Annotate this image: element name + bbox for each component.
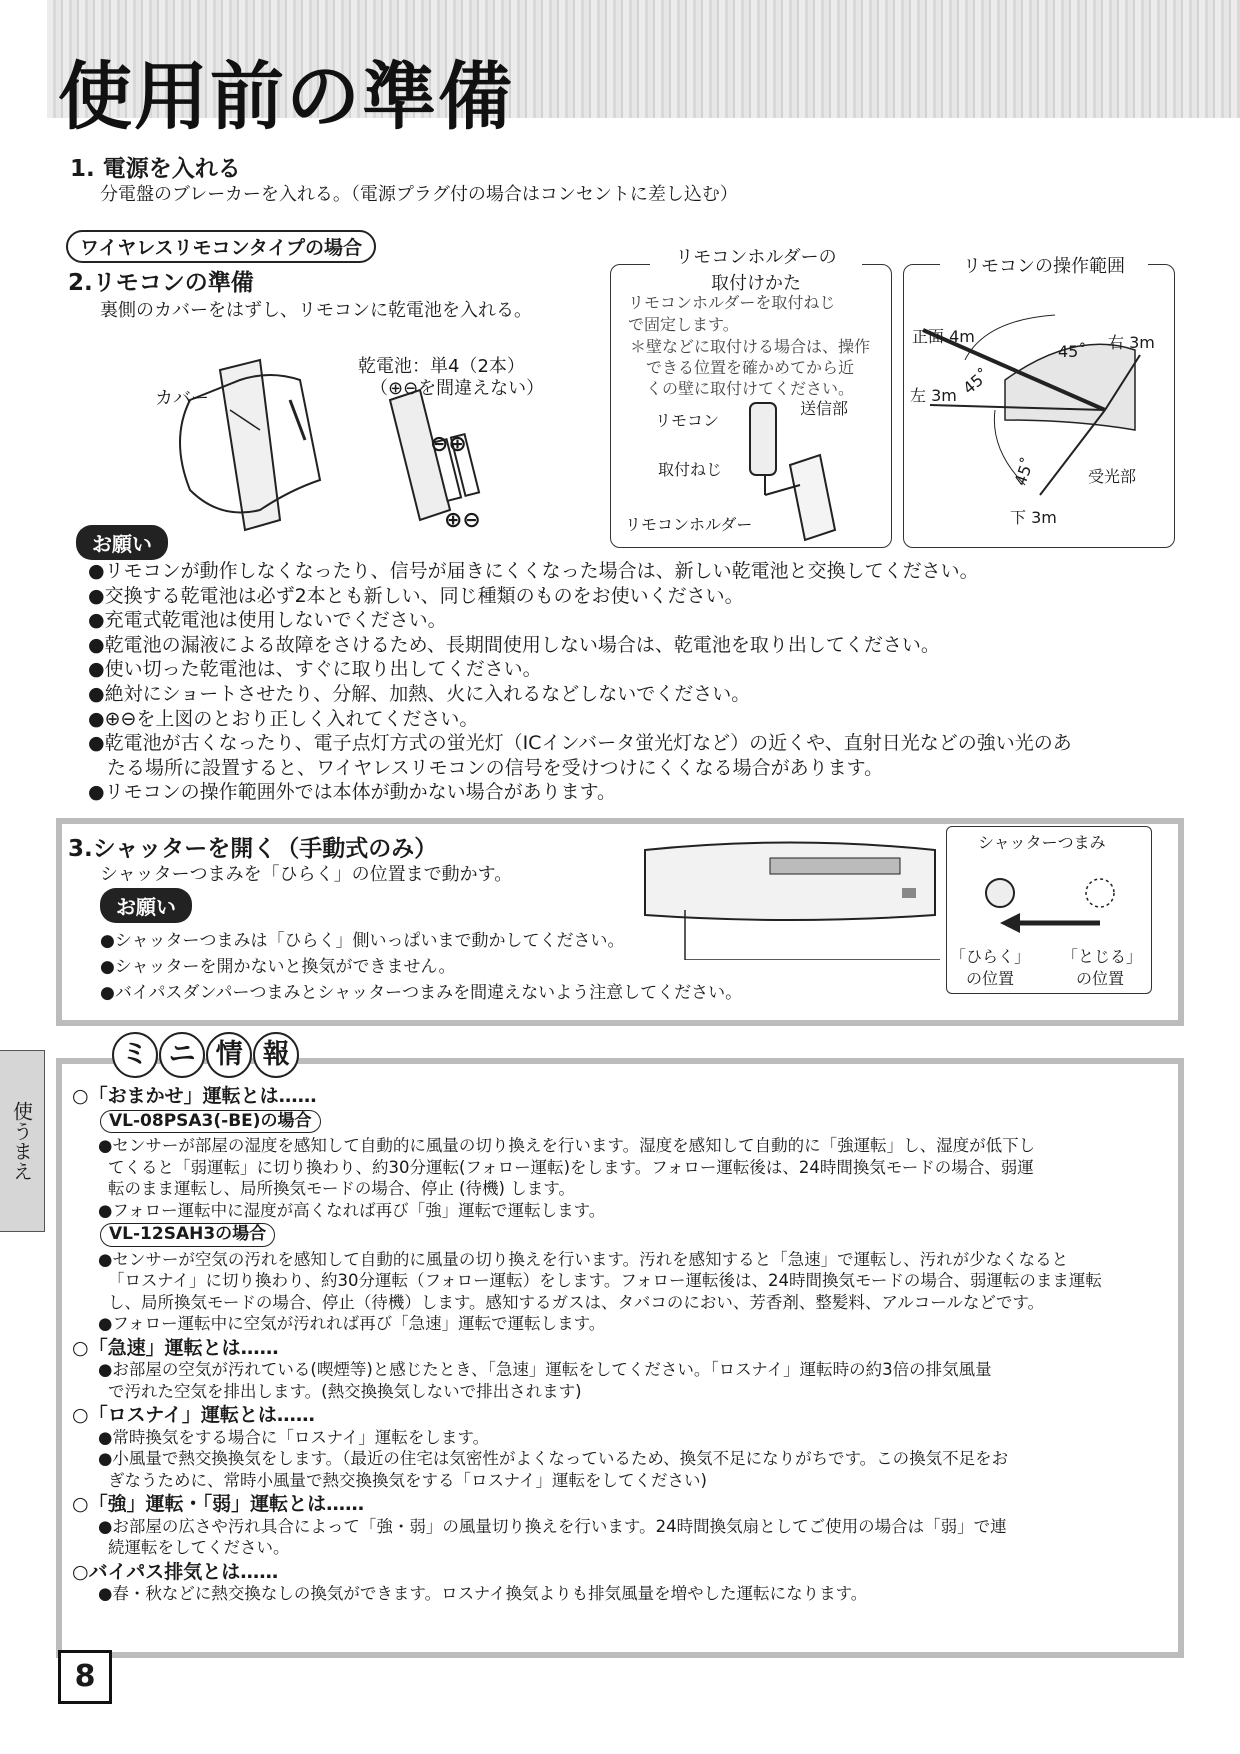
step3-onegai-badge: お願い [100,888,192,923]
mini-bullet: ●春・秋などに熱交換なしの換気ができます。ロスナイ換気よりも排気風量を増やした運転になります。 [98,1584,868,1603]
note-item: ●乾電池が古くなったり、電子点灯方式の蛍光灯（ICインバータ蛍光灯など）の近くや、直射日光などの強い光のあ [88,732,1072,755]
holder-text-1: リモコンホルダーを取付ねじ [628,293,836,312]
wireless-pill: ワイヤレスリモコンタイプの場合 [66,230,376,263]
range-left: 左 3m [910,386,957,405]
holder-text-2: で固定します。 [628,315,739,334]
note-item: ●充電式乾電池は使用しないでください。 [88,609,447,632]
holder-title-line1: リモコンホルダーの [675,247,837,268]
mini-subheading: VL-12SAH3の場合 [100,1223,275,1247]
label-battery-2: （⊕⊖を間違えない） [370,378,545,399]
mini-bullet: ●フォロー運転中に湿度が高くなれば再び「強」運転で運転します。 [98,1200,606,1220]
mini-char: ニ [159,1032,205,1078]
label-battery-1: 乾電池：単4（2本） [358,356,525,377]
note-item: ●使い切った乾電池は、すぐに取り出してください。 [88,658,542,681]
side-tab: 使うまえ [0,1050,45,1232]
polarity-label-2: ⊕⊖ [444,508,481,533]
range-angle-b: 45˚ [959,365,994,398]
step3-bullet: ●シャッターつまみは「ひらく」側いっぱいまで動かしてください。 [100,931,625,951]
mini-subheading-row [72,1223,1172,1247]
mini-bullet: ●センサーが空気の汚れを感知して自動的に風量の切り換えを行います。汚れを感知すると「急速」で運転し、汚れが少なくなると [98,1249,1069,1269]
mini-info-content [72,1086,1172,1605]
note-item: ●⊕⊖を上図のとおり正しく入れてください。 [88,707,479,730]
holder-title-line2: 取付けかた [711,273,801,294]
mini-info-badge [112,1032,295,1078]
page-number: 8 [58,1650,112,1704]
step1-heading: 1. 電源を入れる [70,156,241,182]
mini-subheading-row [72,1110,1172,1134]
holder-note-2: できる位置を確かめてから近 [646,358,855,377]
open-label-2: の位置 [966,969,1015,988]
mini-char: 報 [253,1032,299,1078]
holder-box-title [650,243,862,295]
mini-bullet: ●常時換気をする場合に「ロスナイ」運転をします。 [98,1427,490,1447]
mini-char: ミ [112,1032,158,1078]
step2-heading: 2.リモコンの準備 [68,270,254,296]
mini-heading: ○バイパス排気とは…… [72,1560,279,1583]
step2-text: 裏側のカバーをはずし、リモコンに乾電池を入れる。 [100,300,532,321]
note-item: ●乾電池の漏液による故障をさけるため、長期間使用しない場合は、乾電池を取り出してください。 [88,633,940,656]
mini-char: 情 [206,1032,252,1078]
mini-continuation: し、局所換気モードの場合、停止（待機）します。感知するガスは、タバコのにおい、芳香剤、整髪料、アルコールなどです。 [108,1292,1045,1312]
range-receiver: 受光部 [1088,467,1137,486]
mini-heading: ○「ロスナイ」運転とは…… [72,1404,315,1426]
mini-continuation: 続運転をしてください。 [108,1538,290,1557]
step3-bullet: ●シャッターを開かないと換気ができません。 [100,957,456,977]
step3-heading: 3.シャッターを開く（手動式のみ） [68,836,438,862]
step3-bullet: ●バイパスダンパーつまみとシャッターつまみを間違えないよう注意してください。 [100,983,743,1003]
step1-text: 分電盤のブレーカーを入れる。（電源プラグ付の場合はコンセントに差し込む） [100,184,738,205]
label-cover: カバー [155,388,209,409]
holder-label-holder: リモコンホルダー [625,515,753,534]
note-item: ●交換する乾電池は必ず2本とも新しい、同じ種類のものをお使いください。 [88,584,744,607]
range-front: 正面 4m [912,327,975,346]
holder-note-3: くの壁に取付けてください。 [646,379,855,398]
close-label-2: の位置 [1076,969,1125,988]
polarity-label-1: ⊖⊕ [430,432,467,457]
mini-continuation: で汚れた空気を排出します。(熱交換換気しないで排出されます) [108,1381,582,1401]
mini-continuation: 「ロスナイ」に切り換わり、約30分運転（フォロー運転）をします。フォロー運転後は、24時間換気モードの場合、弱運転のまま運転 [108,1271,1102,1290]
range-angle-a: 45˚ [1058,342,1087,361]
holder-label-remote: リモコン [655,411,720,430]
mini-subheading: VL-08PSA3(-BE)の場合 [100,1110,321,1134]
mini-bullet: ●お部屋の広さや汚れ具合によって「強・弱」の風量切り換えを行います。24時間換気扇としてご使用の場合は「弱」で連 [98,1516,1007,1536]
note-item: たる場所に設置すると、ワイヤレスリモコンの信号を受けつけにくくなる場合があります。 [88,756,884,779]
holder-label-transmit: 送信部 [800,399,849,418]
notes-list [88,559,1072,805]
knob-title: シャッターつまみ [978,833,1106,852]
range-angle-c: 45˚ [1010,454,1038,489]
unit-illustration [640,830,940,960]
range-box-title: リモコンの操作範囲 [940,252,1148,278]
mini-continuation: ぎなうために、常時小風量で熱交換換気をする「ロスナイ」運転をしてください) [108,1470,707,1490]
onegai-badge: お願い [76,525,168,560]
range-down: 下 3m [1010,508,1057,527]
step3-text: シャッターつまみを「ひらく」の位置まで動かす。 [100,864,513,885]
open-label-1: 「ひらく」 [950,947,1031,966]
close-label-1: 「とじる」 [1062,947,1143,966]
range-right: 右 3m [1108,333,1155,352]
mini-heading: ○「おまかせ」運転とは…… [72,1085,317,1107]
note-item: ●リモコンの操作範囲外では本体が動かない場合があります。 [88,781,617,804]
mini-bullet: ●フォロー運転中に空気が汚れれば再び「急速」運転で運転します。 [98,1314,606,1333]
mini-bullet: ●お部屋の空気が汚れている(喫煙等)と感じたとき、「急速」運転をしてください。「ロスナイ」運転時の約3倍の排気風量 [98,1360,992,1379]
note-item: ●絶対にショートさせたり、分解、加熱、火に入れるなどしないでください。 [88,682,751,705]
note-item: ●リモコンが動作しなくなったり、信号が届きにくくなった場合は、新しい乾電池と交換してください。 [88,560,979,582]
mini-heading: ○「急速」運転とは…… [72,1336,279,1359]
mini-bullet: ●小風量で熱交換換気をします。（最近の住宅は気密性がよくなっているため、換気不足になりがちです。この換気不足をお [98,1449,1009,1468]
mini-continuation: 転のまま運転し、局所換気モードの場合、停止 (待機) します。 [108,1179,575,1198]
mini-continuation: てくると「弱運転」に切り換わり、約30分運転(フォロー運転)をします。フォロー運転後は、24時間換気モードの場合、弱運 [108,1157,1034,1177]
page-title: 使用前の準備 [58,54,514,140]
holder-note-1: ＊壁などに取付ける場合は、操作 [630,337,871,356]
knob-slider-illustration [960,858,1140,938]
mini-bullet: ●センサーが部屋の湿度を感知して自動的に風量の切り換えを行います。湿度を感知して自動的に「強運転」し、湿度が低下し [98,1136,1036,1155]
holder-label-screw: 取付ねじ [658,460,723,479]
mini-heading: ○「強」運転・「弱」運転とは…… [72,1493,365,1515]
